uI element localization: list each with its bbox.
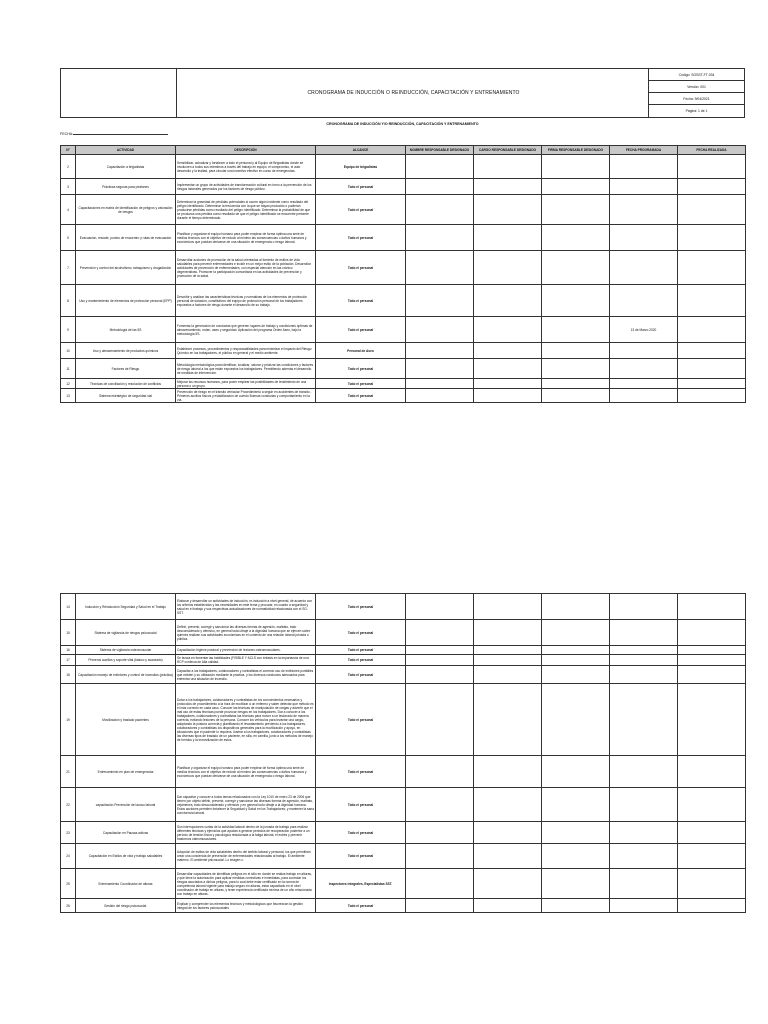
responsible-role-cell xyxy=(474,594,542,620)
completed-date-cell xyxy=(678,822,746,844)
scope-cell: Todo el personal xyxy=(316,179,406,195)
meta-page: Página: 1 de 1 xyxy=(685,109,708,113)
scope-cell: Inspectores integrales, Especialistas SST. xyxy=(316,869,406,899)
responsible-role-cell xyxy=(474,756,542,788)
scheduled-date-cell: 13 de Marzo 2020 xyxy=(610,317,678,343)
row-number: 4 xyxy=(61,195,76,225)
row-number: 10 xyxy=(61,343,76,359)
responsible-signature-cell xyxy=(542,756,610,788)
responsible-name-cell xyxy=(406,869,474,899)
table-row xyxy=(61,594,746,620)
activity-cell: Entrenamiento Coordinador de alturas xyxy=(76,869,176,899)
responsible-signature-cell xyxy=(542,666,610,684)
description-cell: Describir y analizar las características técnicas y normativas de los elementos de protección personal de dotación, constitutivos del equipo de protección personal de los trabajadores expuestos a factores de riesgo durante el desarrollo de su trabajo. xyxy=(176,285,316,317)
col-header: DESCRIPCIÓN xyxy=(176,146,316,155)
table-row xyxy=(61,655,746,666)
responsible-signature-cell xyxy=(542,620,610,646)
description-cell: Establecer procesos, procedimientos y responsabilidades para minimizar el impacto del Riesgo Químico en los trabajadores, el público en general y el medio ambiente. xyxy=(176,343,316,359)
scheduled-date-cell xyxy=(610,379,678,389)
responsible-signature-cell xyxy=(542,646,610,655)
activity-cell: Capacitación en Estilos de vida y trabajo saludables xyxy=(76,844,176,869)
scope-cell: Todo el personal xyxy=(316,594,406,620)
responsible-name-cell xyxy=(406,195,474,225)
scope-cell: Personal de Aseo xyxy=(316,343,406,359)
completed-date-cell xyxy=(678,317,746,343)
scheduled-date-cell xyxy=(610,359,678,379)
scope-cell: Todo el personal xyxy=(316,899,406,913)
scope-cell: Todo el personal xyxy=(316,389,406,403)
responsible-name-cell xyxy=(406,155,474,179)
activity-cell: Sistema de vigilancia osteomuscular xyxy=(76,646,176,655)
scope-cell: Todo el personal xyxy=(316,225,406,251)
meta-code: Código: SGSST-FT-034 xyxy=(649,69,744,81)
scope-cell: Todo el personal xyxy=(316,666,406,684)
activity-cell: Capacitación a brigadistas xyxy=(76,155,176,179)
responsible-name-cell xyxy=(406,646,474,655)
scheduled-date-cell xyxy=(610,179,678,195)
row-number: 25 xyxy=(61,869,76,899)
scope-cell: Todo el personal xyxy=(316,620,406,646)
responsible-name-cell xyxy=(406,844,474,869)
scope-cell: Todo el personal xyxy=(316,684,406,756)
responsible-signature-cell xyxy=(542,285,610,317)
logo-cell xyxy=(61,69,177,117)
completed-date-cell xyxy=(678,225,746,251)
responsible-role-cell xyxy=(474,899,542,913)
table-subtitle: CRONOGRAMA DE INDUCCIÓN Y/O REINDUCCIÓN, CAPACITACIÓN Y ENTRENAMIENTO xyxy=(326,122,479,126)
responsible-name-cell xyxy=(406,317,474,343)
scope-cell: Todo el personal xyxy=(316,195,406,225)
table-row xyxy=(61,620,746,646)
scheduled-date-cell xyxy=(610,343,678,359)
scope-cell: Equipo de brigadistas xyxy=(316,155,406,179)
description-cell: Dotar a los trabajadores, colaboradores y contratistas de los conocimientos necesarios y protocolos de procedimiento a la hora de movilizar a un enfermo y saber detectar qué método es el más correcto en cada caso. Conocer las técnicas de manipulación de cargas y advertir que el mal uso de estas técnicas puede provocar riesgos en los trabajadores. Dar a conocer a los trabajadores, colaboradores y contratistas las técnicas para mover a un lesionado de manera correcta, evitando lesiones de la persona. Conocer los vehículos para levantar una carga, adoptando la postura correcta y planificando el levantamiento previendo a los trabajadores, colaboradores y contratistas los dispositivos generales para la movilización y apoyo, en situaciones que el paciente lo requiera. Ilustrar a los trabajadores, colaboradores y contratistas las diversas tipos de traslado de un paciente, en silla, en camilla, junto a los métodos de manejo de heridos y la inmovilización de estos. xyxy=(176,684,316,756)
description-cell: Adopción de estilos de vida saludables dentro del ámbito laboral y personal, los que permitirán crear una conciencia de prevención de enfermedades relacionadas al trabajo. El ambiente materno. El ambiente psicosocial. Lo imagen c. xyxy=(176,844,316,869)
responsible-signature-cell xyxy=(542,684,610,756)
description-cell: Planificar y organizar el equipo humano para poder emplear de forma óptima una serie de medios técnicos con el objetivo de reducir al mínimo las consecuencias o daños humanos y económicos que puedan derivarse de una situación de emergencia o riesgo laboral. xyxy=(176,756,316,788)
table-row xyxy=(61,359,746,379)
responsible-role-cell xyxy=(474,788,542,822)
activity-cell: Factores de Riesgo xyxy=(76,359,176,379)
row-number: 13 xyxy=(61,389,76,403)
activity-cell: Primeros auxilios y soporte vital (básico y avanzado) xyxy=(76,655,176,666)
description-cell: Implementar un grupo de actividades de transformación cultural en torno a la prevención de los riesgos laborales generados por los factores de riesgo público. xyxy=(176,179,316,195)
table-row xyxy=(61,684,746,756)
meta-date: Fecha: 9/04/2021 xyxy=(649,93,744,105)
responsible-name-cell xyxy=(406,225,474,251)
responsible-role-cell xyxy=(474,343,542,359)
table-row xyxy=(61,788,746,822)
description-cell: Desarrollar capacidades de identificar peligros en el sitio en donde se realiza trabajo en alturas, y que tiene la autorización para aplicar medidas correctivas e inmediatas, para controlar los riesgos asociados a dichos peligros, para lo cual debe estar certificado en la norma de competencia laboral vigente para trabajo seguro en alturas, estar capacitado en el nivel coordinador de trabajo en alturas, y tener experiencia certificada mínima de un año relacionada con trabajo en alturas. xyxy=(176,869,316,899)
responsible-signature-cell xyxy=(542,379,610,389)
completed-date-cell xyxy=(678,179,746,195)
scope-cell: Todo el personal xyxy=(316,359,406,379)
responsible-role-cell xyxy=(474,225,542,251)
responsible-role-cell xyxy=(474,317,542,343)
responsible-role-cell xyxy=(474,666,542,684)
table-row xyxy=(61,251,746,285)
description-cell: Dar capacitar y conocer a todos temas relacionados con la Ley 1010 de enero 23 de 2006 que tienen por objeto definir, prevenir, corregir y sancionar las diversas formas de agresión, maltrato, vejámenes, trato desconsiderado y ofensivo y en general todo ultraje a la dignidad humana. Estos acciones permiten fortalecer la Seguridad y Salud en los Trabajadores, y mantener la sana convivencia laboral. xyxy=(176,788,316,822)
table-row xyxy=(61,756,746,788)
schedule-table-part-2 xyxy=(60,593,746,913)
responsible-signature-cell xyxy=(542,389,610,403)
completed-date-cell xyxy=(678,684,746,756)
responsible-role-cell xyxy=(474,844,542,869)
scheduled-date-cell xyxy=(610,155,678,179)
table-row xyxy=(61,899,746,913)
row-number: 2 xyxy=(61,155,76,179)
completed-date-cell xyxy=(678,899,746,913)
responsible-role-cell xyxy=(474,379,542,389)
scheduled-date-cell xyxy=(610,195,678,225)
scheduled-date-cell xyxy=(610,788,678,822)
scope-cell: Todo el personal xyxy=(316,646,406,655)
activity-cell: Sistema de vigilancia de riesgos psicosocial xyxy=(76,620,176,646)
responsible-name-cell xyxy=(406,756,474,788)
activity-cell: Movilización y traslado pacientes xyxy=(76,684,176,756)
description-cell: Prevención de riesgo en el tránsito vehicular Procedimiento a seguir en accidentes de tránsito - Primeros auxilios físicos y estabilización de cuerdo Buenas conductas y comportamiento en la vía. xyxy=(176,389,316,403)
description-cell: Desarrollar acciones de promoción de la salud orientadas al fomento de estilos de vida saludables para prevenir enfermedades e incidir en un mejor estilo de la población. Desarrollar actividades de prevención de enfermedades, con especial atención en las crónico degenerativas. Promover la participación comunitaria en las actividades de prevención y promoción de la salud. xyxy=(176,251,316,285)
document-header xyxy=(60,68,745,118)
table-row xyxy=(61,179,746,195)
responsible-signature-cell xyxy=(542,343,610,359)
activity-cell: Uso y mantenimiento de elementos de protección personal (EPP) xyxy=(76,285,176,317)
activity-cell: Entrenamiento en plan de emergencias xyxy=(76,756,176,788)
completed-date-cell xyxy=(678,155,746,179)
description-cell: Mejorar los recursos humanos, para poder emplear las posibilidades de tendimiento de una persona o un grupo. xyxy=(176,379,316,389)
description-cell: Se busca en fomentar las habilidades (FISIBLE Y ACLS con énfasis en la importancia de una RCP continua de Alta calidad. xyxy=(176,655,316,666)
activity-cell: Gestión del riesgo psicosocial. xyxy=(76,899,176,913)
row-number: 19 xyxy=(61,684,76,756)
scheduled-date-cell xyxy=(610,756,678,788)
completed-date-cell xyxy=(678,379,746,389)
activity-cell: Prevención y control del alcoholismo, tabaquismo y drogadicción xyxy=(76,251,176,285)
responsible-role-cell xyxy=(474,195,542,225)
responsible-name-cell xyxy=(406,899,474,913)
col-header: FECHA REALIZADA xyxy=(678,146,746,155)
responsible-signature-cell xyxy=(542,251,610,285)
completed-date-cell xyxy=(678,359,746,379)
table-row xyxy=(61,225,746,251)
table-row xyxy=(61,195,746,225)
responsible-role-cell xyxy=(474,620,542,646)
completed-date-cell xyxy=(678,788,746,822)
scheduled-date-cell xyxy=(610,684,678,756)
scheduled-date-cell xyxy=(610,251,678,285)
row-number: 9 xyxy=(61,317,76,343)
description-cell: Sensibilizar, actualizar y fortalecer a todo el personal y al Equipo de Brigadistas donde se involucren a todos sus miembros a través del trabajo en equipo, el compromiso, el auto desarrollo y la lealtad, para circular una incentivo efectivo en curso de emergencias. xyxy=(176,155,316,179)
col-header: N° xyxy=(61,146,76,155)
responsible-signature-cell xyxy=(542,844,610,869)
table-row xyxy=(61,317,746,343)
responsible-role-cell xyxy=(474,251,542,285)
activity-cell: Metodología de las 5S xyxy=(76,317,176,343)
responsible-signature-cell xyxy=(542,195,610,225)
activity-cell: Inducción y Reinducción Seguridad y Salud en el Trabajo xyxy=(76,594,176,620)
meta-version: Versión: 001 xyxy=(649,81,744,93)
responsible-role-cell xyxy=(474,389,542,403)
completed-date-cell xyxy=(678,389,746,403)
schedule-table-part-1 xyxy=(60,145,746,403)
activity-cell: Sistema estratégico de seguridad vial xyxy=(76,389,176,403)
activity-cell: Prácticas seguras para peatones xyxy=(76,179,176,195)
responsible-name-cell xyxy=(406,359,474,379)
responsible-role-cell xyxy=(474,285,542,317)
row-number: 18 xyxy=(61,666,76,684)
responsible-signature-cell xyxy=(542,655,610,666)
description-cell: Determinar la gravedad de pérdidas potenciales si ocurre algún incidente como resultado del peligro identificado. Determinar la frecuencia con la que se trayan producido o pudieran producirse pérdidas como resultado del peligro identificado. Determinar la probabilidad de que se produzca una pérdida como resultado de que el peligro identificado se encuentre presente durante el tiempo determinado. xyxy=(176,195,316,225)
col-header: CARGO RESPONSABLE DESIGNADO xyxy=(474,146,542,155)
row-number: 8 xyxy=(61,285,76,317)
scheduled-date-cell xyxy=(610,869,678,899)
scope-cell: Todo el personal xyxy=(316,788,406,822)
responsible-role-cell xyxy=(474,684,542,756)
table-row xyxy=(61,666,746,684)
responsible-name-cell xyxy=(406,666,474,684)
description-cell: Son interrupciones cortas de la actividad laboral dentro de la jornada de trabajo para realizar diferentes técnicas y ejercicios que ayudan a generar periodos de recuperación posterior a un período de tensión física y psicológica relacionada a la fatiga laboral, el estrés y prevenir trastornos osteomusculares. xyxy=(176,822,316,844)
completed-date-cell xyxy=(678,844,746,869)
col-header: ALCANCE xyxy=(316,146,406,155)
completed-date-cell xyxy=(678,756,746,788)
row-number: 17 xyxy=(61,655,76,666)
document-title: CRONOGRAMA DE INDUCCIÓN O REINDUCCIÓN, CAPACITACIÓN Y ENTRENAMIENTO xyxy=(307,90,520,96)
completed-date-cell xyxy=(678,620,746,646)
responsible-role-cell xyxy=(474,655,542,666)
responsible-name-cell xyxy=(406,389,474,403)
responsible-name-cell xyxy=(406,379,474,389)
table-row xyxy=(61,844,746,869)
responsible-name-cell xyxy=(406,594,474,620)
responsible-signature-cell xyxy=(542,869,610,899)
row-number: 16 xyxy=(61,646,76,655)
row-number: 21 xyxy=(61,756,76,788)
responsible-signature-cell xyxy=(542,225,610,251)
scheduled-date-cell xyxy=(610,285,678,317)
responsible-role-cell xyxy=(474,869,542,899)
scheduled-date-cell xyxy=(610,594,678,620)
responsible-signature-cell xyxy=(542,594,610,620)
scheduled-date-cell xyxy=(610,225,678,251)
row-number: 15 xyxy=(61,620,76,646)
responsible-name-cell xyxy=(406,285,474,317)
row-number: 11 xyxy=(61,359,76,379)
completed-date-cell xyxy=(678,195,746,225)
scope-cell: Todo el personal xyxy=(316,822,406,844)
row-number: 22 xyxy=(61,788,76,822)
completed-date-cell xyxy=(678,343,746,359)
responsible-role-cell xyxy=(474,822,542,844)
scheduled-date-cell xyxy=(610,666,678,684)
col-header: FIRMA RESPONSABLE DESIGNADO xyxy=(542,146,610,155)
description-cell: Capacitación higiene postural y prevención de lesiones osteomusculares. xyxy=(176,646,316,655)
scope-cell: Todo el personal xyxy=(316,756,406,788)
description-cell: Elaborar y desarrollar un actividades de inducción, re-inducción a nivel general, de acuerdo con los criterios establecidos y las necesidades en este tema y procurar, en cuanto a seguridad y salud en el trabajo y sus respectivas actualizaciones de normatividad relacionada con el SG-SST. xyxy=(176,594,316,620)
scope-cell: Todo el personal xyxy=(316,285,406,317)
activity-cell: Uso y almacenamiento de productos químicos xyxy=(76,343,176,359)
responsible-name-cell xyxy=(406,343,474,359)
table-row xyxy=(61,379,746,389)
table-row xyxy=(61,822,746,844)
activity-cell: Capacitaciones en matriz de identificación de peligros y valoración de riesgos xyxy=(76,195,176,225)
col-header: ACTIVIDAD xyxy=(76,146,176,155)
responsible-name-cell xyxy=(406,655,474,666)
table-row xyxy=(61,869,746,899)
responsible-role-cell xyxy=(474,646,542,655)
responsible-name-cell xyxy=(406,684,474,756)
responsible-role-cell xyxy=(474,179,542,195)
description-cell: Fomentar la generación de conductas que generen lugares de trabajo y condiciones óptimas de almacenamiento, orden, aseo y seguridad. Aplicación del programa Orden Aseo, bajo la metodología 5S. xyxy=(176,317,316,343)
scope-cell: Todo el personal xyxy=(316,844,406,869)
responsible-role-cell xyxy=(474,359,542,379)
scheduled-date-cell xyxy=(610,655,678,666)
date-line xyxy=(73,131,168,135)
scope-cell: Todo el personal xyxy=(316,379,406,389)
activity-cell: Evacuación, rescate, puntos de encuentro y rutas de evacuación xyxy=(76,225,176,251)
row-number: 5 xyxy=(61,225,76,251)
description-cell: Explicar y comprender los elementos técnicos y metodológicos que favorezcan la gestión integral de los factores psicosociales xyxy=(176,899,316,913)
row-number: 12 xyxy=(61,379,76,389)
document-meta xyxy=(648,69,744,117)
responsible-signature-cell xyxy=(542,822,610,844)
responsible-signature-cell xyxy=(542,317,610,343)
responsible-name-cell xyxy=(406,620,474,646)
scheduled-date-cell xyxy=(610,646,678,655)
completed-date-cell xyxy=(678,594,746,620)
completed-date-cell xyxy=(678,251,746,285)
completed-date-cell xyxy=(678,666,746,684)
responsible-role-cell xyxy=(474,155,542,179)
row-number: 23 xyxy=(61,822,76,844)
activity-cell: Capacitación manejo de extintores y control de incendios (práctica) xyxy=(76,666,176,684)
row-number: 26 xyxy=(61,899,76,913)
description-cell: Definir, prevenir, corregir y sancionar las diversas formas de agresión, maltrato, trato desconsiderado y ofensivo, en general toda ultraje a la dignidad humana que se ejercen sobre quienes realizan sus actividades económicas en el contexto de una relación laboral privada o pública. xyxy=(176,620,316,646)
row-number: 3 xyxy=(61,179,76,195)
responsible-signature-cell xyxy=(542,359,610,379)
completed-date-cell xyxy=(678,285,746,317)
responsible-signature-cell xyxy=(542,899,610,913)
scope-cell: Todo el personal xyxy=(316,317,406,343)
scope-cell: Todo el personal xyxy=(316,655,406,666)
scheduled-date-cell xyxy=(610,620,678,646)
description-cell: Capacitar a los trabajadores, colaboradores y contratistas el correcto uso de extintores portátiles que existen y su utilización mediante la práctica. y los diversos conductos adecuados para enfrentar una situación de incendio. xyxy=(176,666,316,684)
responsible-name-cell xyxy=(406,251,474,285)
description-cell: Metodología metodológica para identificar, localizar, valorar y priorizar las condiciones y factores de riesgo laboral a los que están expuestos los trabajadores. Permitiendo además el desarrollo de medidas de intervención. xyxy=(176,359,316,379)
row-number: 14 xyxy=(61,594,76,620)
completed-date-cell xyxy=(678,646,746,655)
scheduled-date-cell xyxy=(610,844,678,869)
table-row xyxy=(61,646,746,655)
activity-cell: Capacitación en Pausas activas xyxy=(76,822,176,844)
row-number: 24 xyxy=(61,844,76,869)
date-field xyxy=(60,131,168,136)
responsible-signature-cell xyxy=(542,179,610,195)
responsible-name-cell xyxy=(406,788,474,822)
activity-cell: capacitación Prevención del acoso laboral xyxy=(76,788,176,822)
date-label: FECHA: xyxy=(60,132,74,136)
table-row xyxy=(61,343,746,359)
table-row xyxy=(61,155,746,179)
table-header-row xyxy=(61,146,746,155)
scope-cell: Todo el personal xyxy=(316,251,406,285)
completed-date-cell xyxy=(678,655,746,666)
scheduled-date-cell xyxy=(610,899,678,913)
activity-cell: Técnicas de conciliación y resolución de conflictos xyxy=(76,379,176,389)
table-row xyxy=(61,285,746,317)
col-header: NOMBRE RESPONSABLE DESIGNADO xyxy=(406,146,474,155)
responsible-signature-cell xyxy=(542,788,610,822)
row-number: 7 xyxy=(61,251,76,285)
responsible-signature-cell xyxy=(542,155,610,179)
responsible-name-cell xyxy=(406,179,474,195)
completed-date-cell xyxy=(678,869,746,899)
col-header: FECHA PROGRAMADA xyxy=(610,146,678,155)
table-row xyxy=(61,389,746,403)
scheduled-date-cell xyxy=(610,389,678,403)
description-cell: Planificar y organizar el equipo humano para poder emplear de forma óptima una serie de medios técnicos con el objetivo de reducir al mínimo las consecuencias o daños humanos y económicos que puedan derivarse de una situación de emergencia o riesgo laboral. xyxy=(176,225,316,251)
responsible-name-cell xyxy=(406,822,474,844)
scheduled-date-cell xyxy=(610,822,678,844)
